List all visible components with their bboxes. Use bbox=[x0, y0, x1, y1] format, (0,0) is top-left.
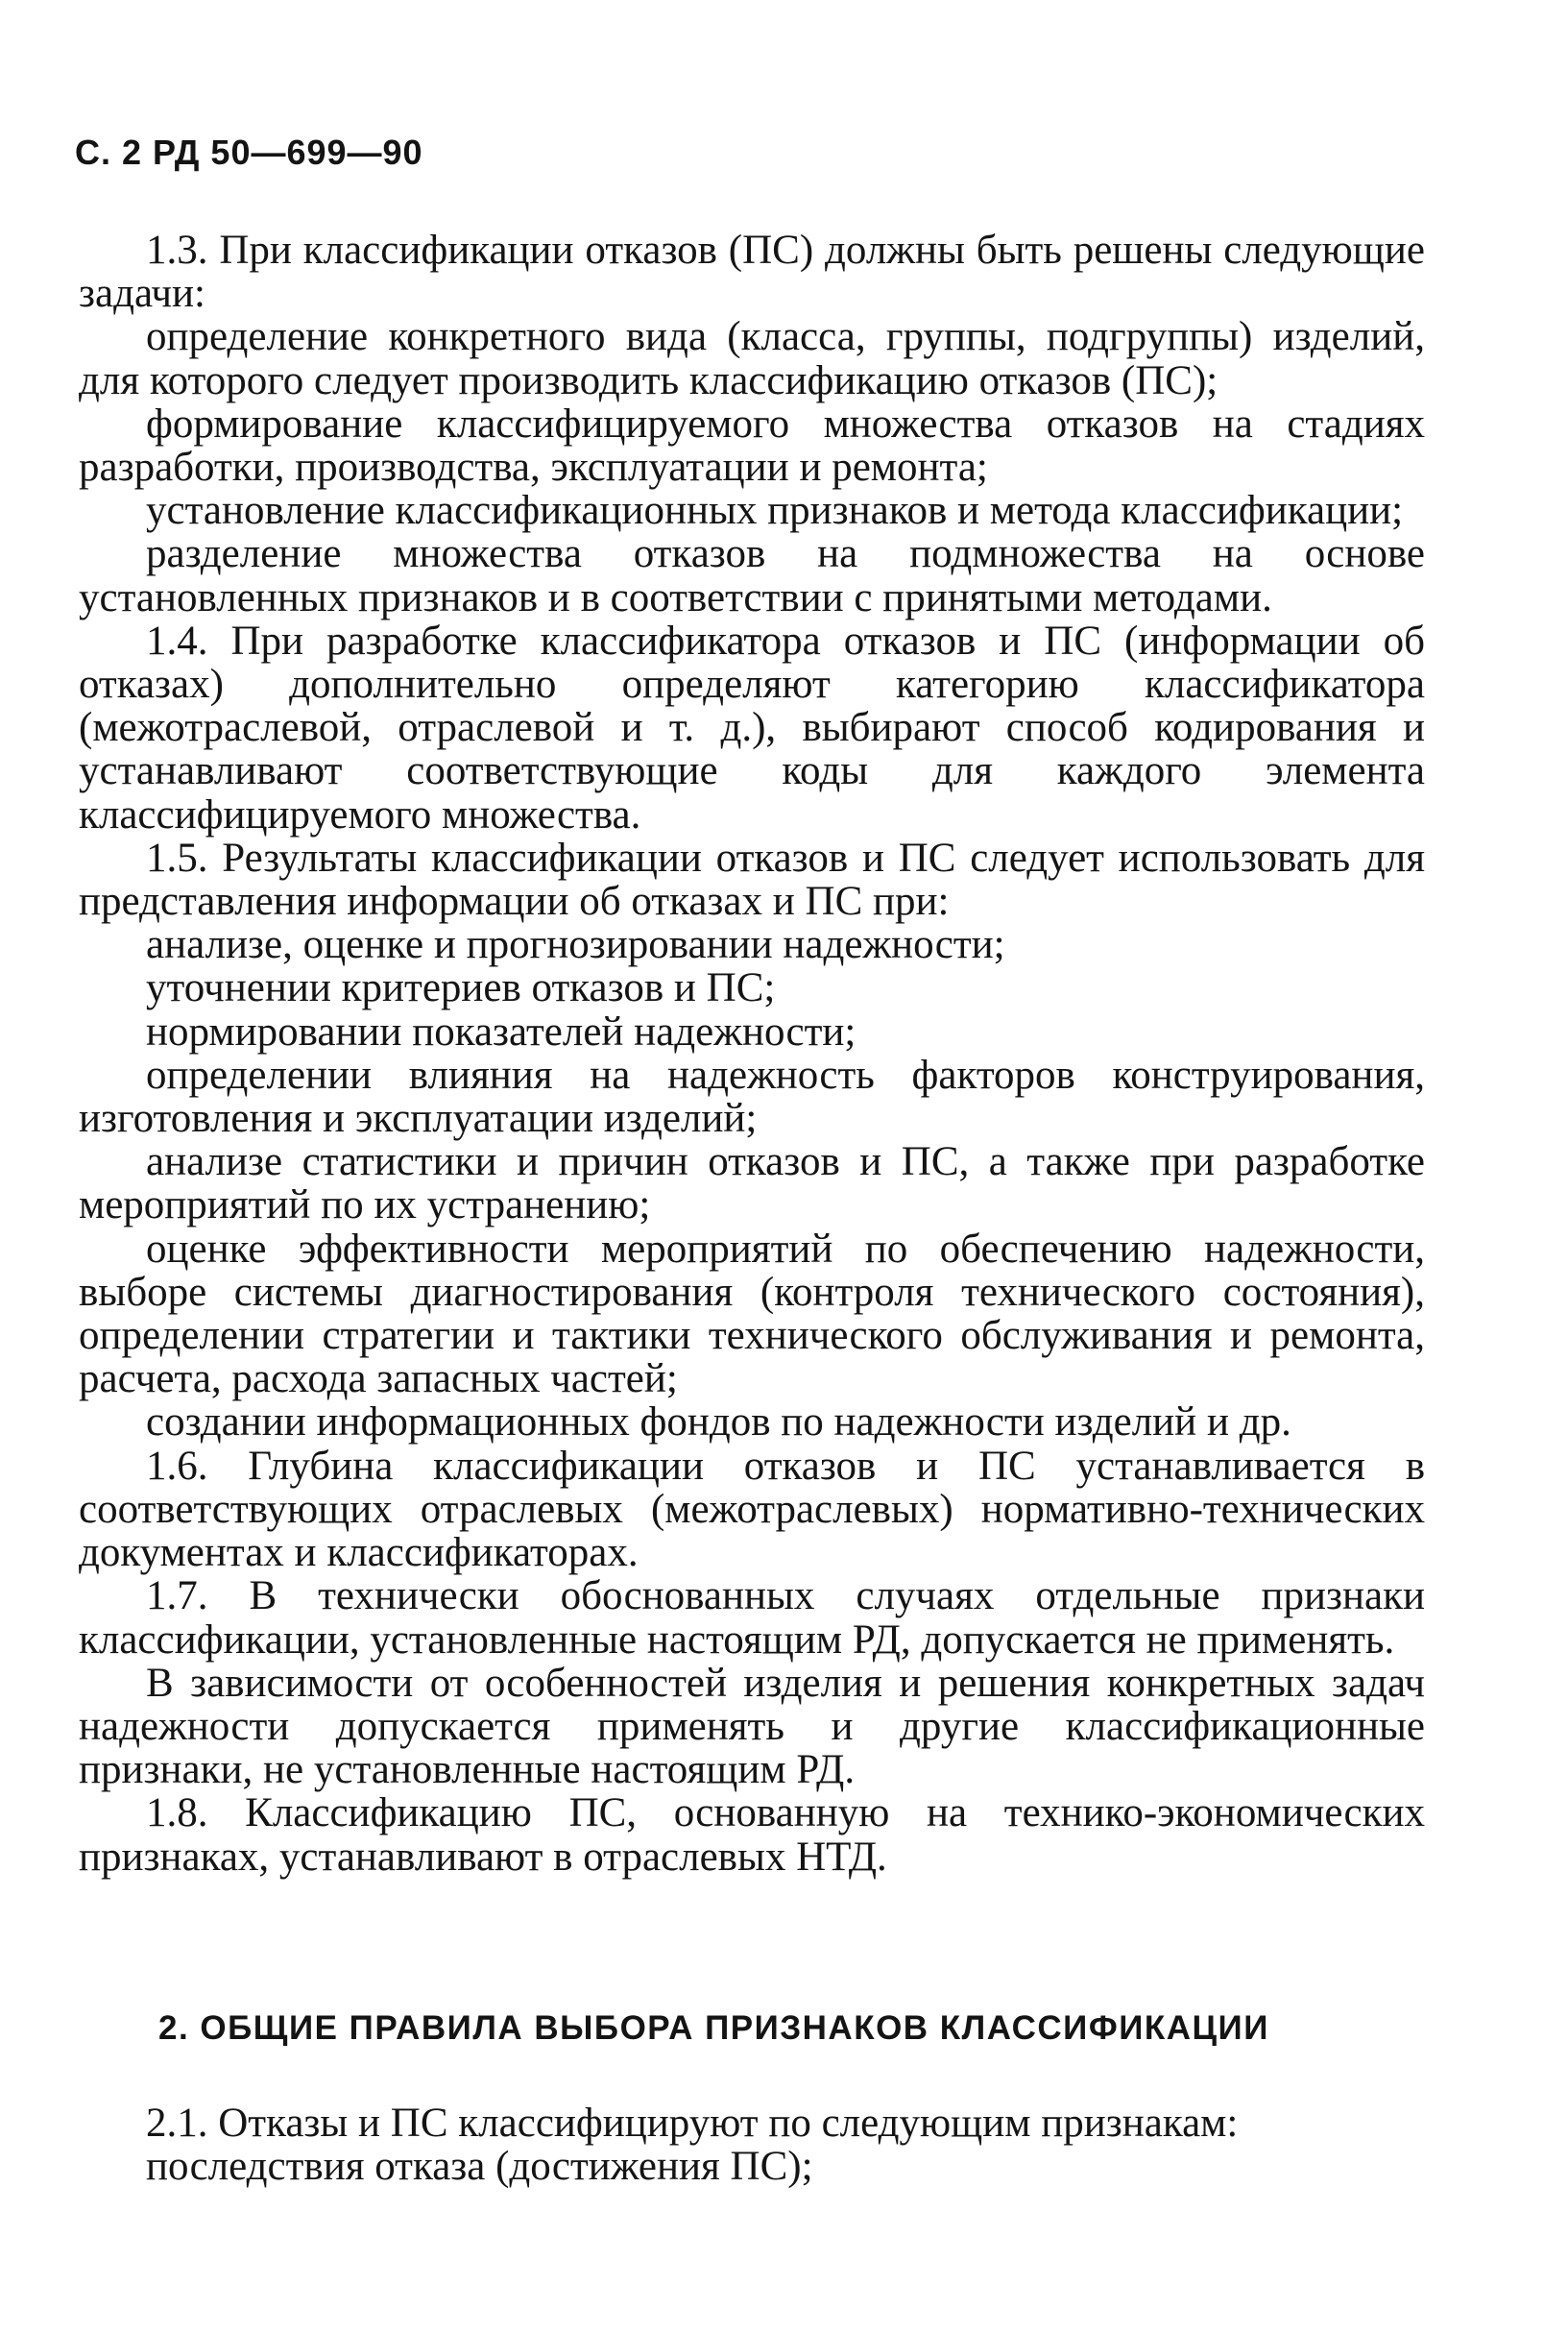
paragraph-1-6: 1.6. Глубина классификации отказов и ПС устанавливается в соответствующих отраслевых (межотраслевых) нормативно-технических документах и классификаторах. bbox=[79, 1443, 1425, 1576]
paragraph-1-4: 1.4. При разработке классификатора отказов и ПС (информации об отказах) дополнительно определяют категорию классификатора (межотраслевой, отраслевой и т. д.), выбирают способ кодирования и устанавливают соответствующие коды для каждого элемента классифицируемого множества. bbox=[79, 618, 1425, 838]
list-item-use-3: нормировании показателей надежности; bbox=[146, 1009, 856, 1055]
list-item-task-3: установление классификационных признаков и метода классификации; bbox=[146, 488, 1404, 534]
paragraph-1-3: 1.3. При классификации отказов (ПС) должны быть решены следующие задачи: bbox=[79, 228, 1425, 317]
list-item-use-2: уточнении критериев отказов и ПС; bbox=[146, 965, 776, 1011]
list-item-task-4: разделение множества отказов на подмножества на основе установленных признаков и в соответствии с принятыми методами. bbox=[79, 531, 1425, 620]
paragraph-1-5: 1.5. Результаты классификации отказов и ПС следует использовать для представления информации об отказах и ПС при: bbox=[79, 835, 1425, 925]
list-item-task-2: формирование классифицируемого множества отказов на стадиях разработки, производства, эксплуатации и ремонта; bbox=[79, 401, 1425, 491]
paragraph-1-8: 1.8. Классификацию ПС, основанную на технико-экономических признаках, устанавливают в отраслевых НТД. bbox=[79, 1790, 1425, 1880]
list-item-use-4: определении влияния на надежность факторов конструирования, изготовления и эксплуатации изделий; bbox=[79, 1052, 1425, 1142]
section-2-body bbox=[79, 2102, 1425, 2188]
paragraph-1-7-note: В зависимости от особенностей изделия и решения конкретных задач надежности допускается применять и другие классификационные признаки, не установленные настоящим РД. bbox=[79, 1660, 1425, 1793]
list-item-use-6: оценке эффективности мероприятий по обеспечению надежности, выборе системы диагностирования (контроля технического состояния), определении стратегии и тактики технического обслуживания и ремонта, расчета, расхода запасных частей; bbox=[79, 1226, 1425, 1402]
list-item-criterion-1: последствия отказа (достижения ПС); bbox=[146, 2144, 813, 2190]
list-item-use-1: анализе, оценке и прогнозировании надежности; bbox=[146, 922, 1005, 968]
section-2-heading: 2. ОБЩИЕ ПРАВИЛА ВЫБОРА ПРИЗНАКОВ КЛАССИФИКАЦИИ bbox=[158, 2009, 1269, 2047]
list-item-use-7: создании информационных фондов по надежности изделий и др. bbox=[146, 1399, 1291, 1446]
list-item-task-1: определение конкретного вида (класса, группы, подгруппы) изделий, для которого следует производить классификацию отказов (ПС); bbox=[79, 314, 1425, 403]
paragraph-2-1: 2.1. Отказы и ПС классифицируют по следующим признакам: bbox=[146, 2101, 1239, 2146]
paragraph-1-7: 1.7. В технически обоснованных случаях отдельные признаки классификации, установленные настоящим РД, допускается не применять. bbox=[79, 1573, 1425, 1663]
page-header: С. 2 РД 50—699—90 bbox=[75, 133, 423, 172]
list-item-use-5: анализе статистики и причин отказов и ПС, а также при разработке мероприятий по их устранению; bbox=[79, 1139, 1425, 1228]
section-1-body bbox=[79, 229, 1425, 1879]
